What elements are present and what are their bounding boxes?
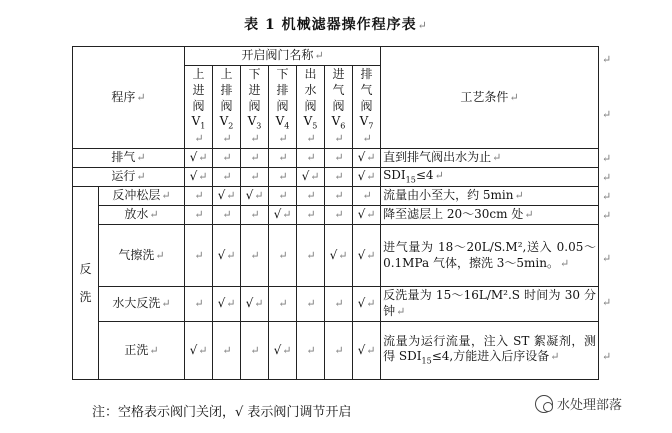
wechat-icon [535,395,553,413]
valve-mark-v4: ↵ [269,148,297,167]
table-title-text: 表 1 机械滤器操作程序表 [244,17,417,33]
backwash-group-label: 反 洗 [73,186,99,379]
process-condition: 反洗量为 15～16L/M².S 时间为 30 分钟↵ [381,287,599,321]
header-procedure: 程序↵ [73,47,185,149]
valve-mark-v5: ↵ [297,205,325,224]
row-end-mark: ↵ [602,53,612,66]
valve-mark-v7: √↵ [353,167,381,186]
para-mark: ↵ [417,19,428,32]
table-row [73,225,599,287]
row-end-mark: ↵ [602,252,612,265]
valve-header-4: 下 排 阀 $V_4$ ↵ [269,66,297,149]
valve-mark-v1: ↵ [185,186,213,205]
valve-mark-v7: √↵ [353,321,381,379]
valve-mark-v2: ↵ [213,321,241,379]
table-row [73,205,599,224]
valve-mark-v3: ↵ [241,225,269,287]
process-condition: 流量由小至大，约 5min↵ [381,186,599,205]
table-row [73,148,599,167]
valve-mark-v3: ↵ [241,167,269,186]
operation-table [72,46,599,380]
valve-mark-v6: ↵ [325,321,353,379]
valve-mark-v3: √↵ [241,186,269,205]
valve-mark-v7: √↵ [353,225,381,287]
valve-mark-v7: √↵ [353,205,381,224]
watermark-text: 水处理部落 [557,398,623,413]
valve-mark-v1: √↵ [185,321,213,379]
row-end-mark: ↵ [602,108,612,121]
valve-mark-v6: ↵ [325,148,353,167]
table-row [73,186,599,205]
valve-mark-v4: ↵ [269,287,297,321]
valve-mark-v5: ↵ [297,186,325,205]
valve-header-1: 上 进 阀 $V_1$ ↵ [185,66,213,149]
valve-mark-v6: ↵ [325,287,353,321]
process-condition: 直到排气阀出水为止↵ [381,148,599,167]
valve-mark-v1: ↵ [185,205,213,224]
valve-mark-v6: ↵ [325,205,353,224]
row-end-mark: ↵ [602,350,612,363]
valve-mark-v2: √↵ [213,186,241,205]
process-condition: 流量为运行流量，注入 ST 絮凝剂，测得 $SDI_{15}\le 4$,方能进入后序设备↵ [381,321,599,379]
procedure-name: 反冲松层↵ [99,186,185,205]
procedure-name: 水大反洗↵ [99,287,185,321]
procedure-name: 气擦洗↵ [99,225,185,287]
process-condition: 进气量为 18～20L/S.M²,送入 0.05～0.1MPa 气体，擦洗 3～5min。↵ [381,225,599,287]
valve-header-6: 进 气 阀 $V_6$ ↵ [325,66,353,149]
valve-mark-v4: ↵ [269,186,297,205]
valve-mark-v4: ↵ [269,225,297,287]
row-end-mark: ↵ [602,152,612,165]
header-condition: 工艺条件↵ [381,47,599,149]
valve-mark-v2: ↵ [213,205,241,224]
row-end-mark: ↵ [602,296,612,309]
valve-mark-v3: ↵ [241,148,269,167]
valve-header-5: 出 水 阀 $V_5$ ↵ [297,66,325,149]
table-note: 注：空格表示阀门关闭，√ 表示阀门调节开启 [92,405,352,420]
table-title [0,14,672,34]
process-condition: 降至滤层上 20～30cm 处↵ [381,205,599,224]
valve-mark-v3: √↵ [241,287,269,321]
process-condition: $SDI_{15}\le 4↵$ [381,167,599,186]
valve-mark-v5: ↵ [297,287,325,321]
valve-mark-v7: ↵ [353,186,381,205]
valve-mark-v1: ↵ [185,287,213,321]
valve-mark-v5: ↵ [297,148,325,167]
header-valve-group: 开启阀门名称↵ [185,47,381,66]
row-end-mark: ↵ [602,190,612,203]
valve-mark-v4: √↵ [269,321,297,379]
row-end-mark: ↵ [602,171,612,184]
valve-mark-v7: √↵ [353,148,381,167]
valve-mark-v2: √↵ [213,287,241,321]
procedure-name: 运行↵ [73,167,185,186]
valve-mark-v6: √↵ [325,225,353,287]
valve-header-2: 上 排 阀 $V_2$ ↵ [213,66,241,149]
valve-mark-v4: √↵ [269,205,297,224]
row-end-mark: ↵ [602,209,612,222]
valve-mark-v2: √↵ [213,225,241,287]
valve-mark-v5: ↵ [297,225,325,287]
valve-mark-v1: √↵ [185,148,213,167]
valve-mark-v3: ↵ [241,321,269,379]
valve-header-3: 下 进 阀 $V_3$ ↵ [241,66,269,149]
valve-mark-v5: ↵ [297,321,325,379]
valve-mark-v3: ↵ [241,205,269,224]
valve-mark-v7: √↵ [353,287,381,321]
valve-mark-v6: ↵ [325,167,353,186]
valve-mark-v2: ↵ [213,167,241,186]
table-row [73,167,599,186]
valve-mark-v2: ↵ [213,148,241,167]
valve-mark-v5: √↵ [297,167,325,186]
valve-mark-v1: √↵ [185,167,213,186]
procedure-name: 排气↵ [73,148,185,167]
table-row [73,287,599,321]
valve-mark-v4: ↵ [269,167,297,186]
valve-mark-v1: ↵ [185,225,213,287]
procedure-name: 正洗↵ [99,321,185,379]
valve-mark-v6: ↵ [325,186,353,205]
watermark [535,394,622,413]
valve-header-7: 排 气 阀 $V_7$ ↵ [353,66,381,149]
procedure-name: 放水↵ [99,205,185,224]
table-row [73,321,599,379]
